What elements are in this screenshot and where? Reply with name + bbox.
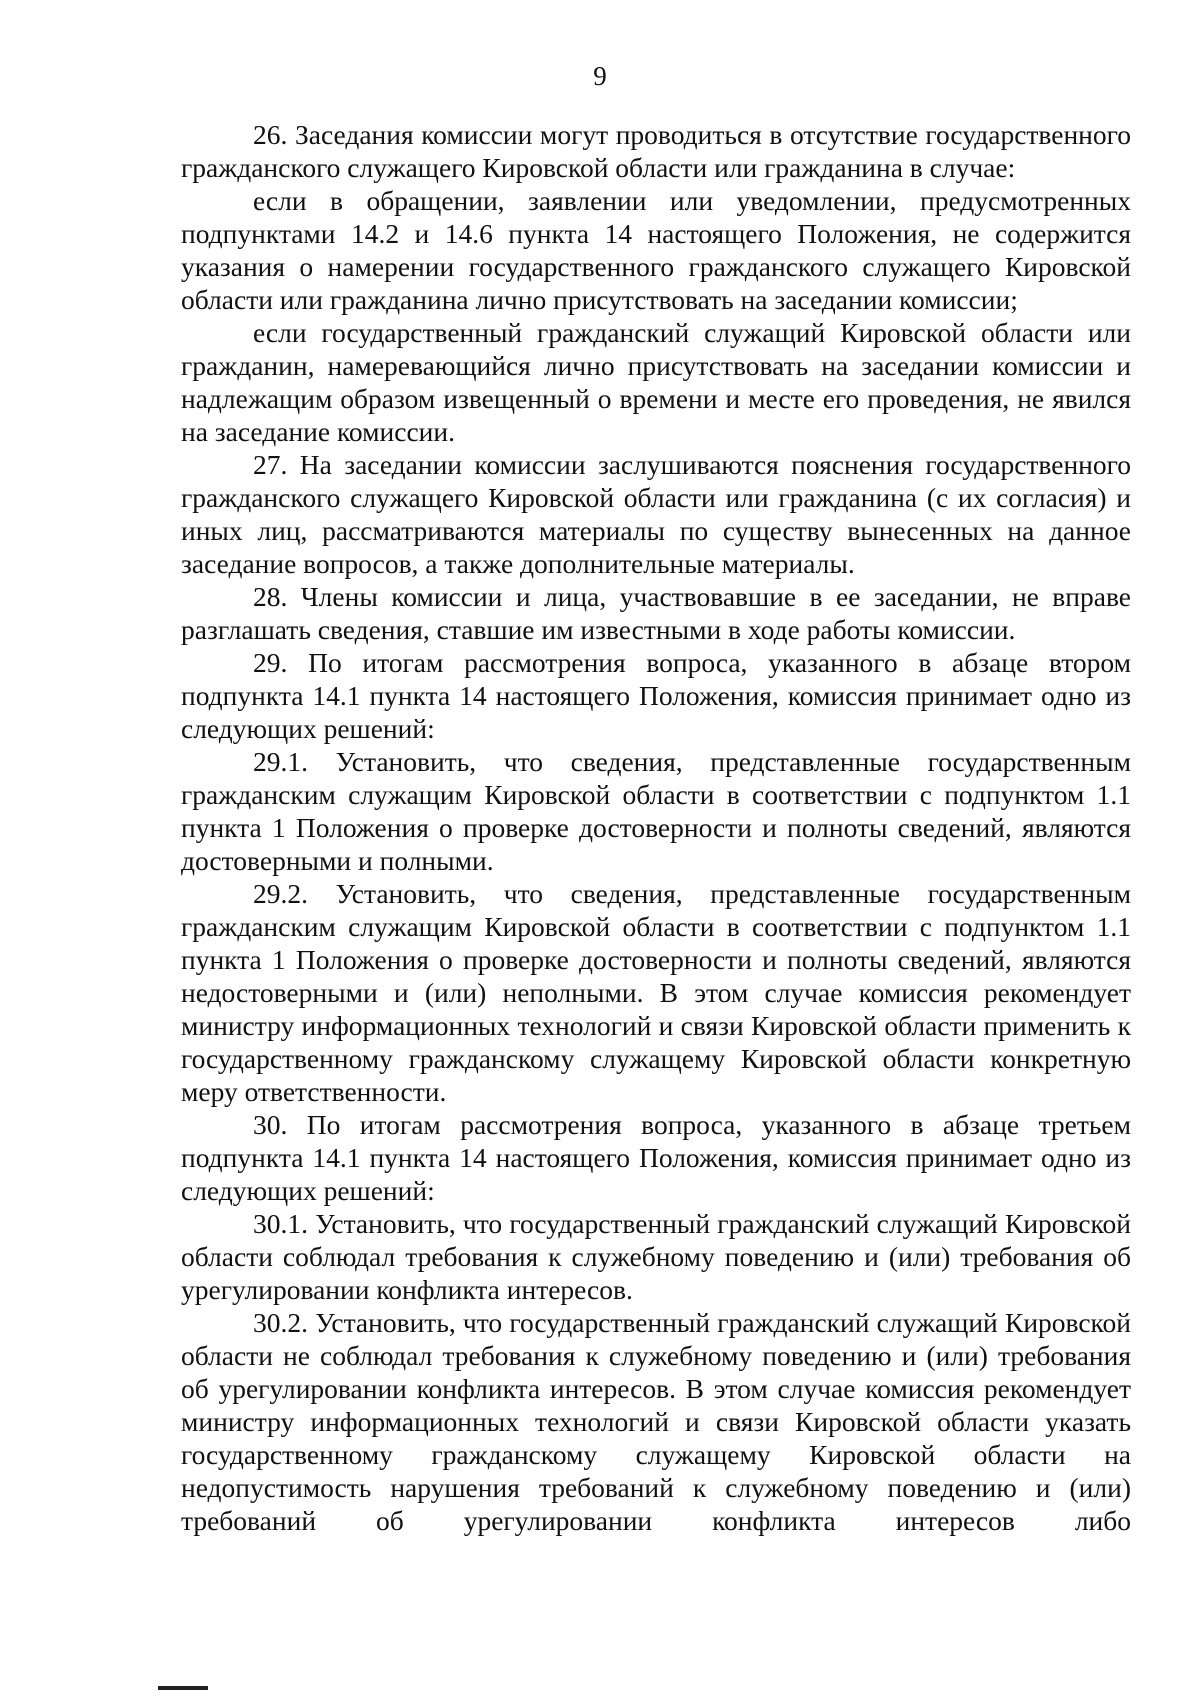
page-number: 9 bbox=[593, 61, 607, 91]
paragraph-30-1: 30.1. Установить, что государственный гражданский служащий Кировской области соблюдал требования к служебному поведению и (или) требования об урегулировании конфликта интересов. bbox=[181, 1208, 1131, 1305]
paragraph-26-case-1: если в обращении, заявлении или уведомлении, предусмотренных подпунктами 14.2 и 14.6 пункта 14 настоящего Положения, не содержится указания о намерении государственного гражданского служащего Кировской области или гражданина лично присутствовать на заседании комиссии; bbox=[181, 185, 1131, 315]
paragraph-28: 28. Члены комиссии и лица, участвовавшие в ее заседании, не вправе разглашать сведения, ставшие им известными в ходе работы комиссии. bbox=[181, 581, 1131, 645]
paragraph-29-2: 29.2. Установить, что сведения, представленные государственным гражданским служащим Кировской области в соответствии с подпунктом 1.1 пункта 1 Положения о проверке достоверности и полноты сведений, являются недостоверными и (или) неполными. В этом случае комиссия рекомендует министру информационных технологий и связи Кировской области применить к государственному гражданскому служащему Кировской области конкретную меру ответственности. bbox=[181, 878, 1131, 1107]
document-body bbox=[181, 118, 1131, 1537]
paragraph-30: 30. По итогам рассмотрения вопроса, указанного в абзаце третьем подпункта 14.1 пункта 14 настоящего Положения, комиссия принимает одно из следующих решений: bbox=[181, 1109, 1131, 1206]
paragraph-29-1: 29.1. Установить, что сведения, представленные государственным гражданским служащим Кировской области в соответствии с подпунктом 1.1 пункта 1 Положения о проверке достоверности и полноты сведений, являются достоверными и полными. bbox=[181, 746, 1131, 876]
scan-edge-mark bbox=[158, 1686, 208, 1690]
paragraph-30-2: 30.2. Установить, что государственный гражданский служащий Кировской области не соблюдал требования к служебному поведению и (или) требования об урегулировании конфликта интересов. В этом случае комиссия рекомендует министру информационных технологий и связи Кировской области указать государственному гражданскому служащему Кировской области на недопустимость нарушения требований к служебному поведению и (или) требований об урегулировании конфликта интересов либо bbox=[181, 1307, 1131, 1536]
paragraph-26: 26. Заседания комиссии могут проводиться в отсутствие государственного гражданского служащего Кировской области или гражданина в случае: bbox=[181, 119, 1131, 183]
paragraph-29: 29. По итогам рассмотрения вопроса, указанного в абзаце втором подпункта 14.1 пункта 14 настоящего Положения, комиссия принимает одно из следующих решений: bbox=[181, 647, 1131, 744]
paragraph-26-case-2: если государственный гражданский служащий Кировской области или гражданин, намеревающийся лично присутствовать на заседании комиссии и надлежащим образом извещенный о времени и месте его проведения, не явился на заседание комиссии. bbox=[181, 317, 1131, 447]
paragraph-27: 27. На заседании комиссии заслушиваются пояснения государственного гражданского служащего Кировской области или гражданина (с их согласия) и иных лиц, рассматриваются материалы по существу вынесенных на данное заседание вопросов, а также дополнительные материалы. bbox=[181, 449, 1131, 579]
